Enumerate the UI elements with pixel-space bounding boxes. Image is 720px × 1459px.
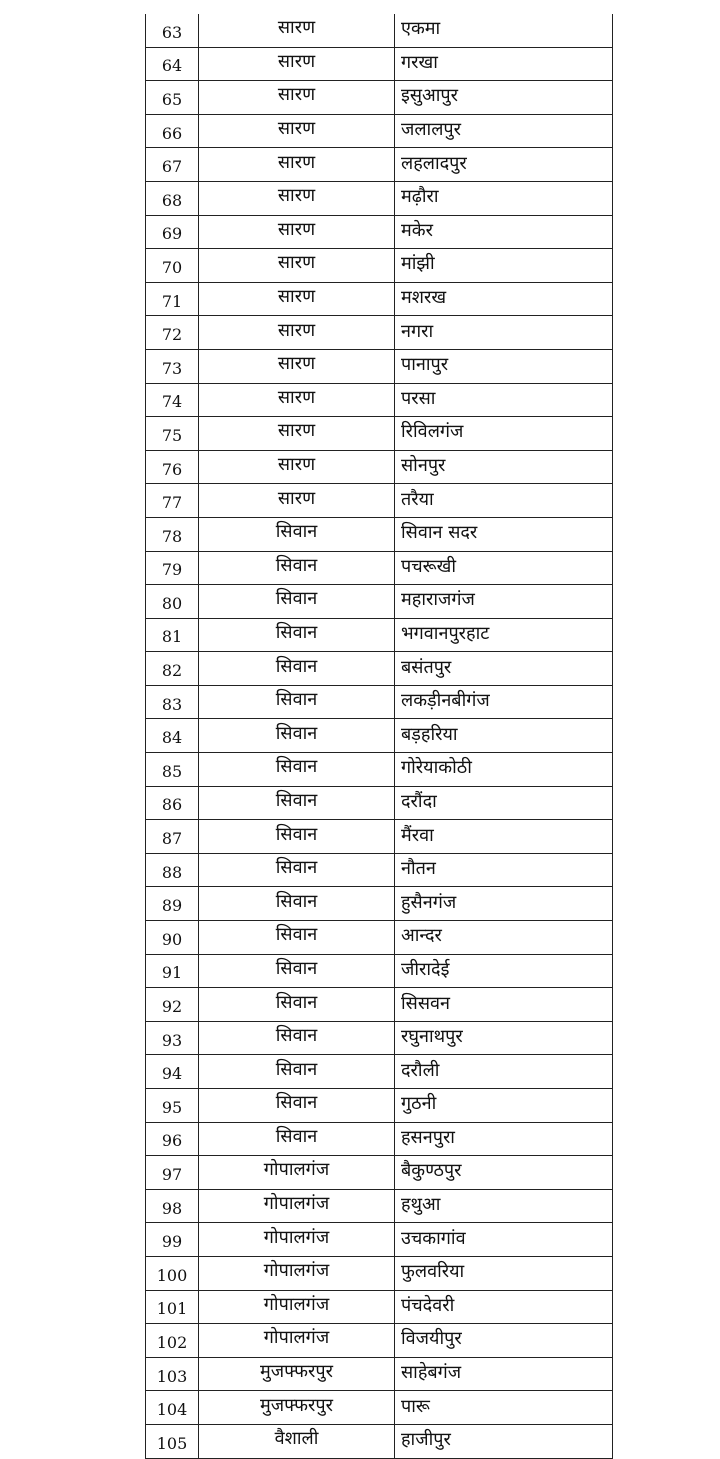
- table-row: [146, 148, 613, 182]
- district-cell: सिवान: [199, 618, 395, 652]
- block-name-cell: मशरख: [395, 282, 613, 316]
- serial-number-cell: 68: [146, 181, 199, 215]
- serial-number-cell: 83: [146, 685, 199, 719]
- table-row: [146, 47, 613, 81]
- district-cell: सिवान: [199, 988, 395, 1022]
- block-name-cell: बड़हरिया: [395, 719, 613, 753]
- block-name-cell: उचकागांव: [395, 1223, 613, 1257]
- block-name-cell: जीरादेई: [395, 954, 613, 988]
- table-row: [146, 1122, 613, 1156]
- serial-number-cell: 77: [146, 484, 199, 518]
- district-cell: गोपालगंज: [199, 1223, 395, 1257]
- serial-number-cell: 81: [146, 618, 199, 652]
- table-row: [146, 114, 613, 148]
- district-cell: सारण: [199, 81, 395, 115]
- serial-number-cell: 79: [146, 551, 199, 585]
- serial-number-cell: 65: [146, 81, 199, 115]
- table-row: [146, 954, 613, 988]
- serial-number-cell: 93: [146, 1021, 199, 1055]
- district-cell: सारण: [199, 484, 395, 518]
- district-cell: सिवान: [199, 954, 395, 988]
- block-name-cell: पचरूखी: [395, 551, 613, 585]
- table-row: [146, 1357, 613, 1391]
- table-row: [146, 753, 613, 787]
- district-cell: सिवान: [199, 786, 395, 820]
- serial-number-cell: 103: [146, 1357, 199, 1391]
- district-cell: सिवान: [199, 685, 395, 719]
- serial-number-cell: 86: [146, 786, 199, 820]
- serial-number-cell: 92: [146, 988, 199, 1022]
- table-row: [146, 349, 613, 383]
- district-cell: सिवान: [199, 921, 395, 955]
- district-cell: सारण: [199, 181, 395, 215]
- district-cell: सिवान: [199, 585, 395, 619]
- block-name-cell: दरौंदा: [395, 786, 613, 820]
- district-cell: सारण: [199, 282, 395, 316]
- block-name-cell: पानापुर: [395, 349, 613, 383]
- block-name-cell: सोनपुर: [395, 450, 613, 484]
- serial-number-cell: 73: [146, 349, 199, 383]
- table-row: [146, 316, 613, 350]
- district-cell: सिवान: [199, 1021, 395, 1055]
- table-row: [146, 1055, 613, 1089]
- serial-number-cell: 74: [146, 383, 199, 417]
- table-row: [146, 1256, 613, 1290]
- serial-number-cell: 98: [146, 1189, 199, 1223]
- serial-number-cell: 85: [146, 753, 199, 787]
- serial-number-cell: 104: [146, 1391, 199, 1425]
- table-row: [146, 921, 613, 955]
- block-name-cell: मढ़ौरा: [395, 181, 613, 215]
- serial-number-cell: 101: [146, 1290, 199, 1324]
- block-name-cell: साहेबगंज: [395, 1357, 613, 1391]
- block-name-cell: मांझी: [395, 249, 613, 283]
- district-cell: सारण: [199, 114, 395, 148]
- table-row: [146, 215, 613, 249]
- district-cell: सारण: [199, 215, 395, 249]
- serial-number-cell: 72: [146, 316, 199, 350]
- table-row: [146, 517, 613, 551]
- table-row: [146, 618, 613, 652]
- block-name-cell: हसनपुरा: [395, 1122, 613, 1156]
- block-name-cell: परसा: [395, 383, 613, 417]
- district-cell: सिवान: [199, 753, 395, 787]
- serial-number-cell: 94: [146, 1055, 199, 1089]
- block-name-cell: नौतन: [395, 853, 613, 887]
- serial-number-cell: 95: [146, 1089, 199, 1123]
- block-name-cell: फुलवरिया: [395, 1256, 613, 1290]
- block-name-cell: मैंरवा: [395, 820, 613, 854]
- block-name-cell: महाराजगंज: [395, 585, 613, 619]
- serial-number-cell: 88: [146, 853, 199, 887]
- table-row: [146, 383, 613, 417]
- serial-number-cell: 75: [146, 417, 199, 451]
- block-name-cell: बसंतपुर: [395, 652, 613, 686]
- serial-number-cell: 78: [146, 517, 199, 551]
- block-name-cell: गरखा: [395, 47, 613, 81]
- district-cell: सारण: [199, 383, 395, 417]
- table-row: [146, 484, 613, 518]
- table-row: [146, 181, 613, 215]
- table-row: [146, 887, 613, 921]
- table-row: [146, 450, 613, 484]
- district-cell: गोपालगंज: [199, 1156, 395, 1190]
- district-cell: गोपालगंज: [199, 1324, 395, 1358]
- serial-number-cell: 90: [146, 921, 199, 955]
- block-name-cell: जलालपुर: [395, 114, 613, 148]
- district-cell: सारण: [199, 47, 395, 81]
- district-cell: सिवान: [199, 1122, 395, 1156]
- serial-number-cell: 97: [146, 1156, 199, 1190]
- table-row: [146, 1021, 613, 1055]
- table-row: [146, 1290, 613, 1324]
- district-cell: वैशाली: [199, 1424, 395, 1458]
- serial-number-cell: 91: [146, 954, 199, 988]
- district-cell: सारण: [199, 14, 395, 47]
- table-row: [146, 585, 613, 619]
- serial-number-cell: 69: [146, 215, 199, 249]
- district-cell: सारण: [199, 349, 395, 383]
- district-cell: सिवान: [199, 517, 395, 551]
- district-cell: सिवान: [199, 551, 395, 585]
- table-row: [146, 81, 613, 115]
- block-name-cell: रिविलगंज: [395, 417, 613, 451]
- district-cell: गोपालगंज: [199, 1256, 395, 1290]
- block-name-cell: गुठनी: [395, 1089, 613, 1123]
- block-name-cell: लहलादपुर: [395, 148, 613, 182]
- district-cell: सिवान: [199, 887, 395, 921]
- block-name-cell: तरैया: [395, 484, 613, 518]
- district-cell: सारण: [199, 450, 395, 484]
- table-row: [146, 1189, 613, 1223]
- serial-number-cell: 67: [146, 148, 199, 182]
- serial-number-cell: 84: [146, 719, 199, 753]
- district-cell: गोपालगंज: [199, 1290, 395, 1324]
- serial-number-cell: 89: [146, 887, 199, 921]
- serial-number-cell: 105: [146, 1424, 199, 1458]
- table-row: [146, 719, 613, 753]
- block-name-cell: पारू: [395, 1391, 613, 1425]
- serial-number-cell: 80: [146, 585, 199, 619]
- serial-number-cell: 96: [146, 1122, 199, 1156]
- district-cell: सारण: [199, 148, 395, 182]
- block-name-cell: एकमा: [395, 14, 613, 47]
- district-cell: मुजफ्फरपुर: [199, 1391, 395, 1425]
- serial-number-cell: 82: [146, 652, 199, 686]
- block-name-cell: हाजीपुर: [395, 1424, 613, 1458]
- block-name-cell: इसुआपुर: [395, 81, 613, 115]
- table-row: [146, 820, 613, 854]
- district-cell: सिवान: [199, 719, 395, 753]
- table-row: [146, 282, 613, 316]
- district-cell: सिवान: [199, 652, 395, 686]
- serial-number-cell: 64: [146, 47, 199, 81]
- block-name-cell: लकड़ीनबीगंज: [395, 685, 613, 719]
- table-row: [146, 14, 613, 47]
- district-cell: सिवान: [199, 1089, 395, 1123]
- district-cell: सिवान: [199, 820, 395, 854]
- table-row: [146, 1156, 613, 1190]
- table-row: [146, 417, 613, 451]
- table-row: [146, 685, 613, 719]
- serial-number-cell: 99: [146, 1223, 199, 1257]
- serial-number-cell: 100: [146, 1256, 199, 1290]
- table-row: [146, 1391, 613, 1425]
- table-row: [146, 652, 613, 686]
- serial-number-cell: 66: [146, 114, 199, 148]
- table-row: [146, 786, 613, 820]
- table-row: [146, 988, 613, 1022]
- table-row: [146, 1424, 613, 1458]
- block-name-cell: मकेर: [395, 215, 613, 249]
- serial-number-cell: 70: [146, 249, 199, 283]
- block-name-cell: भगवानपुरहाट: [395, 618, 613, 652]
- block-name-cell: पंचदेवरी: [395, 1290, 613, 1324]
- block-name-cell: विजयीपुर: [395, 1324, 613, 1358]
- table-row: [146, 551, 613, 585]
- district-cell: सारण: [199, 417, 395, 451]
- district-cell: सिवान: [199, 1055, 395, 1089]
- block-name-cell: सिसवन: [395, 988, 613, 1022]
- block-name-cell: रघुनाथपुर: [395, 1021, 613, 1055]
- block-list-table: [145, 14, 613, 1459]
- serial-number-cell: 102: [146, 1324, 199, 1358]
- block-name-cell: नगरा: [395, 316, 613, 350]
- district-cell: गोपालगंज: [199, 1189, 395, 1223]
- table-row: [146, 1089, 613, 1123]
- table-body: [146, 14, 613, 1458]
- block-name-cell: हथुआ: [395, 1189, 613, 1223]
- block-name-cell: बैकुण्ठपुर: [395, 1156, 613, 1190]
- block-name-cell: आन्दर: [395, 921, 613, 955]
- serial-number-cell: 76: [146, 450, 199, 484]
- table-row: [146, 249, 613, 283]
- serial-number-cell: 63: [146, 14, 199, 47]
- table-row: [146, 1223, 613, 1257]
- block-name-cell: दरौली: [395, 1055, 613, 1089]
- district-cell: सारण: [199, 249, 395, 283]
- district-cell: मुजफ्फरपुर: [199, 1357, 395, 1391]
- table-row: [146, 1324, 613, 1358]
- block-name-cell: गोरेयाकोठी: [395, 753, 613, 787]
- district-cell: सिवान: [199, 853, 395, 887]
- serial-number-cell: 71: [146, 282, 199, 316]
- block-name-cell: हुसैनगंज: [395, 887, 613, 921]
- block-name-cell: सिवान सदर: [395, 517, 613, 551]
- district-cell: सारण: [199, 316, 395, 350]
- serial-number-cell: 87: [146, 820, 199, 854]
- table-row: [146, 853, 613, 887]
